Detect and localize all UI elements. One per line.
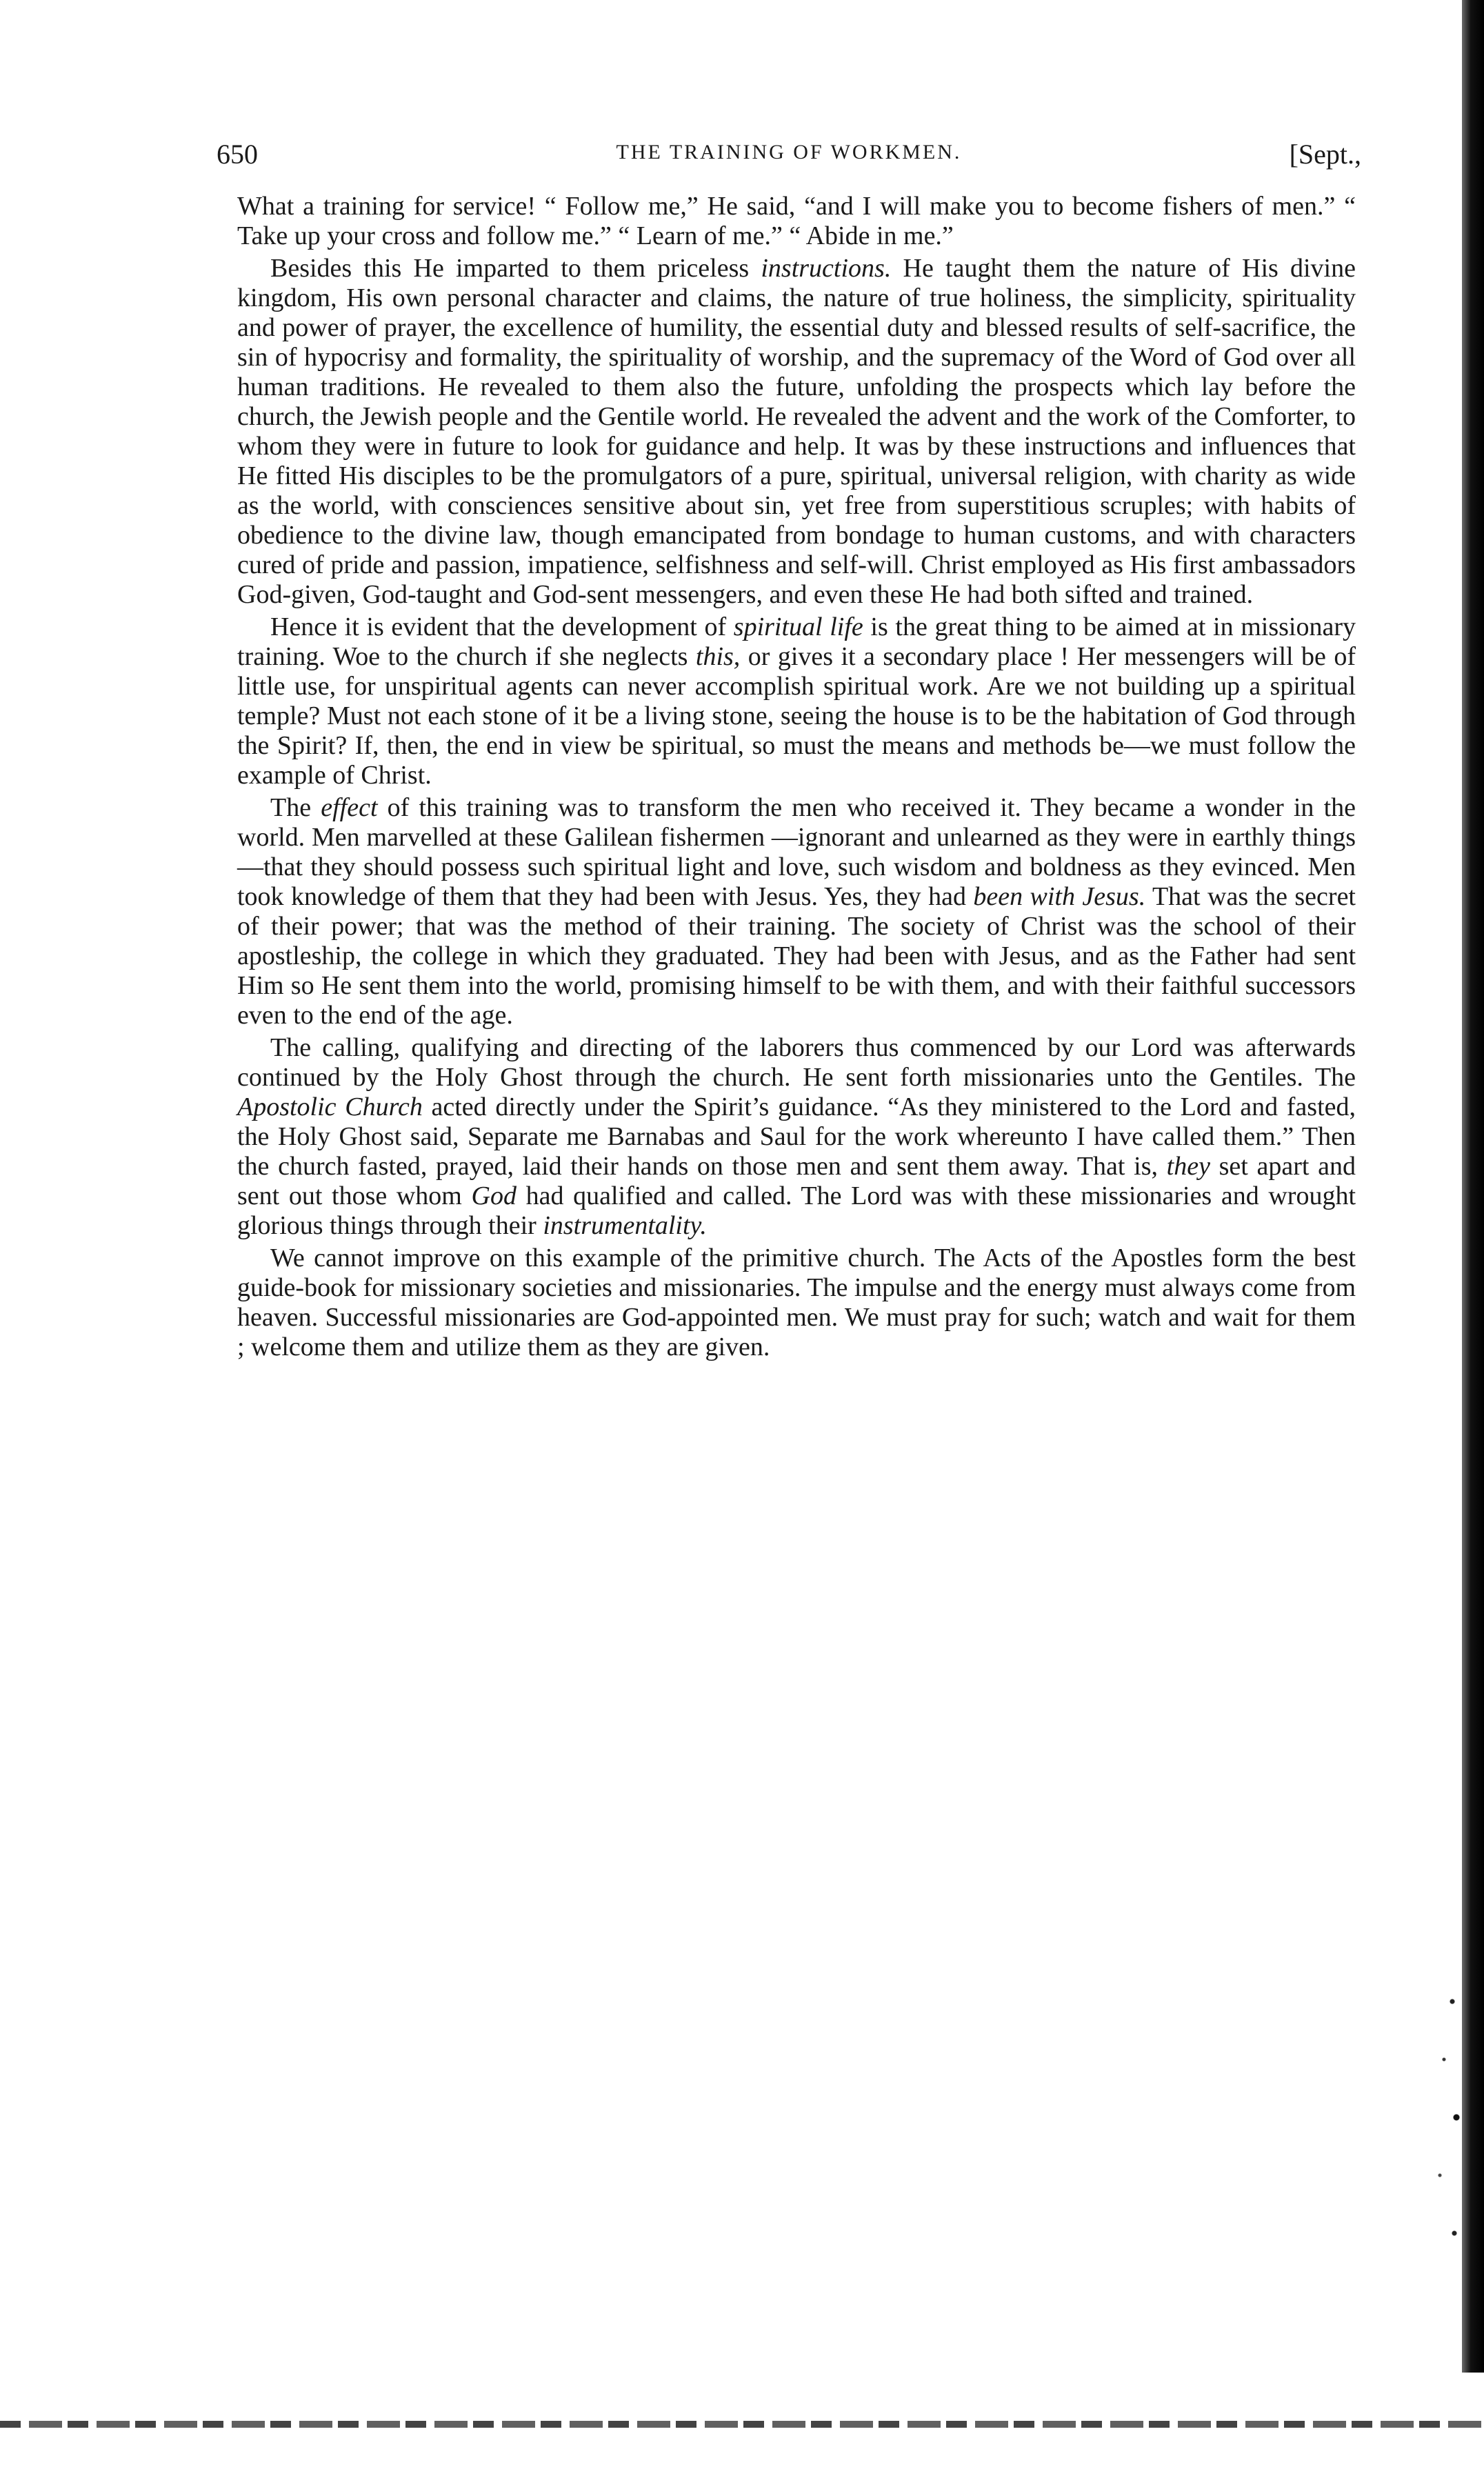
text-run: acted directly under the Spirit’s guidance. “As they ministered to the Lord and fasted, the Holy Ghost said, Separate me Barnabas and Saul for the work whereunto I have called them.” Then the church fasted, prayed, laid their hands on those men and sent them away. That is,: [237, 1092, 1356, 1181]
paragraph: [237, 612, 1356, 790]
italic-text: Apostolic Church: [237, 1092, 423, 1121]
running-title: THE TRAINING OF WORKMEN.: [616, 141, 962, 163]
italic-text: they: [1166, 1152, 1210, 1181]
scan-bottom-edge: [0, 2421, 1484, 2428]
text-run: or gives it a secondary place ! Her messengers will be of little use, for unspiritual agents can never accomplish spiritual work. Are we not building up a spiritual temple? Must not each stone of it be a living stone, seeing the house is to be the habitation of God through the Spirit? If, then, the end in view be spiritual, so must the means and methods be—we must follow the example of Christ.: [237, 642, 1356, 790]
text-run: of this training was to transform the men who received it. They became a wonder in the world. Men marvelled at these Galilean fishermen —ignorant and unlearned as they were in earthly things—that they should possess such spiritual light and love, such wisdom and boldness as they evinced. Men took knowledge of them that they had been with Jesus. Yes, they had: [237, 793, 1356, 911]
page-number: 650: [217, 139, 258, 170]
paragraph: [237, 192, 1356, 251]
paragraph: [237, 793, 1356, 1030]
paragraph: [237, 1244, 1356, 1362]
text-run: We cannot improve on this example of the primitive church. The Acts of the Apostles form the best guide-book for missionary societies and missionaries. The impulse and the energy must always come from heaven. Successful missionaries are God-appointed men. We must pray for such; watch and wait for them ; welcome them and utilize them as they are given.: [237, 1244, 1356, 1361]
text-run: That was the secret of their power; that was the method of their training. The society of Christ was the school of their apostleship, the college in which they graduated. They had been with Jesus, and as the Father had sent Him so He sent them into the world, promising himself to be with them, and with their faithful successors even to the end of the age.: [237, 882, 1356, 1030]
scan-binding-shadow: [1462, 0, 1484, 2373]
italic-text: this,: [695, 642, 741, 671]
italic-text: instrumentality.: [543, 1211, 707, 1240]
article-body: [237, 192, 1356, 1365]
paragraph: [237, 254, 1356, 610]
text-run: is the great thing to be aimed at in missionary training. Woe to the church if she neglects: [237, 612, 1356, 671]
text-run: He taught them the nature of His divine kingdom, His own personal character and claims, the nature of true holiness, the simplicity, spirituality and power of prayer, the excellence of humility, the essential duty and blessed results of self-sacrifice, the sin of hypocrisy and formality, the spirituality of worship, and the supremacy of the Word of God over all human traditions. He revealed to them also the future, unfolding the prospects which lay before the church, the Jewish people and the Gentile world. He revealed the advent and the work of the Comforter, to whom they were in future to look for guidance and help. It was by these instructions and influences that He fitted His disciples to be the promulgators of a pure, spiritual, universal religion, with charity as wide as the world, with consciences sensitive about sin, yet free from superstitious scruples; with habits of obedience to the divine law, though emancipated from bondage to human customs, and with characters cured of pride and passion, impatience, selfishness and self-will. Christ employed as His first ambassadors God-given, God-taught and God-sent messengers, and even these He had both sifted and trained.: [237, 254, 1356, 609]
running-header: [217, 138, 1361, 179]
running-date: [Sept.,: [1289, 139, 1361, 170]
italic-text: effect: [321, 793, 378, 822]
text-run: set apart and sent out those whom: [237, 1152, 1356, 1210]
paragraph: [237, 1033, 1356, 1241]
italic-text: been with Jesus.: [973, 882, 1146, 911]
italic-text: spiritual life: [733, 612, 863, 641]
text-run: had qualified and called. The Lord was with these missionaries and wrought glorious things through their: [237, 1181, 1356, 1240]
scan-noise: [1423, 1973, 1465, 2262]
text-run: Hence it is evident that the development of: [270, 612, 734, 641]
text-run: The calling, qualifying and directing of the laborers thus commenced by our Lord was afterwards continued by the Holy Ghost through the church. He sent forth missionaries unto the Gentiles. The: [237, 1033, 1356, 1092]
italic-text: God: [471, 1181, 517, 1210]
text-run: What a training for service! “ Follow me,” He said, “and I will make you to become fishers of men.” “ Take up your cross and follow me.” “ Learn of me.” “ Abide in me.”: [237, 192, 1356, 250]
text-run: The: [270, 793, 321, 822]
italic-text: instructions.: [761, 254, 892, 283]
text-run: Besides this He imparted to them priceless: [270, 254, 761, 283]
